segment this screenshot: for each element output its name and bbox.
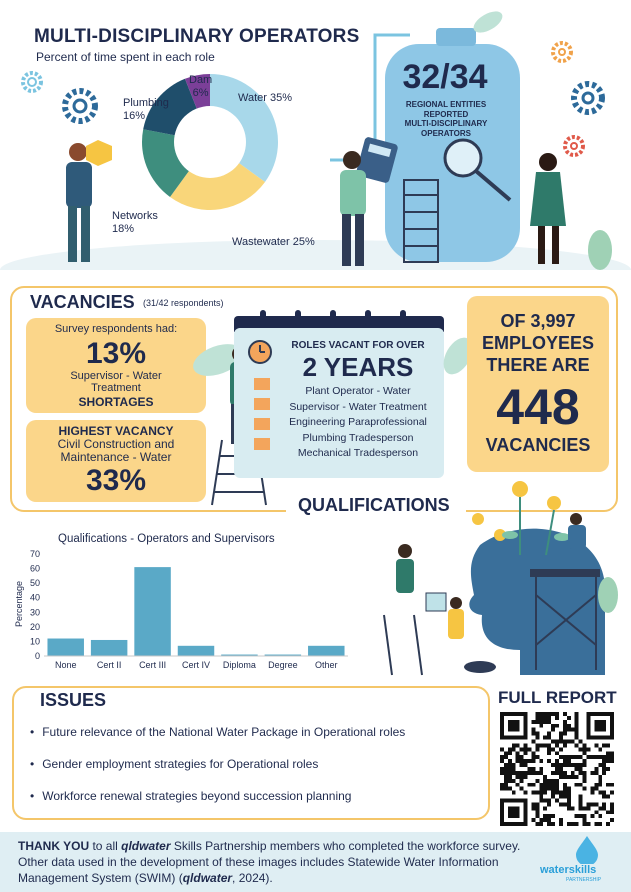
chart-x-tick-label: None	[54, 660, 77, 670]
vacant-role-item: Plant Operator - Water	[305, 385, 411, 397]
chart-bar-cert-iv	[178, 646, 214, 656]
vacant-role-item: Supervisor - Water Treatment	[289, 400, 427, 413]
leaf-decoration	[588, 230, 612, 270]
shortage-role	[26, 370, 206, 394]
highest-vacancy-role-line: Civil Construction and	[57, 437, 175, 451]
shortage-label: SHORTAGES	[78, 395, 154, 409]
highest-vacancy-header: HIGHEST VACANCY	[58, 424, 174, 438]
page-subtitle: Percent of time spent in each role	[36, 50, 215, 64]
chart-x-tick-label: Cert III	[139, 660, 167, 670]
chart-x-tick-label: Diploma	[222, 660, 256, 670]
chart-bar-none	[47, 639, 83, 656]
lightbulb-icon	[547, 496, 561, 510]
page-title: MULTI-DISCIPLINARY OPERATORS	[34, 26, 360, 47]
chart-bar-cert-iii	[134, 567, 170, 656]
vacant-role-item: Mechanical Tradesperson	[297, 447, 419, 459]
tank-caption-line: REGIONAL ENTITIES	[405, 100, 487, 109]
issue-item: • Workforce renewal strategies beyond succession planning	[30, 780, 480, 812]
footer-brand: qldwater	[182, 871, 233, 885]
total-vacancies-box	[467, 296, 609, 472]
shortage-box	[26, 318, 206, 413]
donut-label-dam	[189, 74, 212, 100]
footer-line	[18, 870, 548, 886]
donut-label-plumbing-pct: 16%	[123, 110, 146, 122]
issues-list	[30, 716, 480, 812]
chart-title: Qualifications - Operators and Supervisors	[58, 533, 275, 545]
footer-brand: qldwater	[121, 839, 171, 853]
vacancies-title: VACANCIES	[30, 292, 135, 312]
highest-vacancy-percent: 33%	[85, 464, 147, 497]
chart-x-tick-label: Cert II	[96, 660, 122, 670]
gear-icon	[553, 43, 571, 61]
chart-y-tick-label: 60	[29, 563, 40, 574]
donut-label-wastewater: Wastewater 25%	[232, 236, 315, 248]
chart-y-tick-label: 30	[29, 607, 40, 618]
footer-text-span: , 2024).	[232, 871, 273, 885]
total-vacancies-line: EMPLOYEES	[481, 333, 595, 353]
shortage-role-line: Treatment	[91, 382, 141, 394]
chart-y-tick-label: 50	[29, 578, 40, 589]
person-illustration	[66, 140, 112, 262]
highest-vacancy-role	[26, 438, 206, 464]
chart-y-tick-label: 40	[29, 592, 40, 603]
gear-icon	[565, 137, 583, 155]
highest-vacancy-role-line: Maintenance - Water	[60, 450, 172, 464]
donut-label-networks	[112, 210, 158, 236]
shortage-percent: 13%	[85, 337, 147, 370]
total-vacancies-line: THERE ARE	[486, 355, 590, 375]
shortage-header: Survey respondents had:	[54, 323, 178, 335]
chart-bar-other	[308, 646, 344, 656]
logo-subtext: PARTNERSHIP	[566, 877, 602, 883]
calendar-years: 2 YEARS	[302, 352, 414, 382]
footer-text-span: Management System (SWIM) (	[18, 871, 183, 885]
gear-icon	[65, 91, 95, 121]
full-report-title: FULL REPORT	[498, 688, 617, 707]
shortage-role-line: Supervisor - Water	[70, 370, 162, 382]
top-illustration	[0, 0, 631, 280]
tank-caption-line: MULTI-DISCIPLINARY	[404, 119, 488, 128]
tank-caption	[398, 100, 494, 138]
vacant-role-item: Plumbing Tradesperson	[302, 431, 414, 444]
lightbulb-icon	[472, 513, 484, 525]
highest-vacancy-box	[26, 420, 206, 502]
logo-text: waterskills	[540, 864, 597, 876]
donut-label-networks-name: Networks	[112, 210, 158, 222]
tank-caption-line: OPERATORS	[421, 128, 471, 138]
footer-thanks: THANK YOU	[18, 839, 90, 853]
chart-y-tick-label: 0	[34, 651, 40, 661]
donut-label-dam-pct: 6%	[192, 87, 209, 99]
chart-x-tick-label: Other	[315, 660, 338, 670]
water-drop-logo-icon	[572, 834, 602, 864]
donut-label-water: Water 35%	[238, 92, 293, 104]
chart-y-tick-label: 10	[29, 636, 40, 647]
footer-text-span: Skills Partnership members who completed the workforce survey.	[170, 839, 521, 853]
chart-y-axis-label: Percentage	[14, 580, 24, 628]
chart-x-tick-label: Degree	[268, 660, 298, 670]
donut-label-plumbing	[123, 97, 169, 123]
vacant-role-item: Engineering Paraprofessional	[289, 416, 427, 428]
qualifications-bar-chart	[8, 544, 353, 674]
total-vacancies-number: 448	[496, 379, 580, 435]
footer-text-span: to all	[89, 839, 122, 853]
donut-label-dam-name: Dam	[189, 74, 213, 86]
footer-line: Other data used in the development of these images includes Statewide Water Information	[18, 855, 499, 869]
chart-x-tick-label: Cert IV	[181, 660, 211, 670]
tank-stat: 32/34	[402, 58, 488, 96]
total-vacancies-label: VACANCIES	[485, 435, 591, 455]
donut-label-networks-pct: 18%	[112, 223, 135, 235]
chart-bar-cert-ii	[91, 640, 127, 656]
vacant-roles-list	[270, 384, 446, 462]
chart-y-tick-label: 20	[29, 621, 40, 632]
qr-code-icon[interactable]	[500, 712, 614, 826]
footer-line	[18, 838, 548, 854]
donut-label-plumbing-name: Plumbing	[123, 97, 169, 109]
vacancies-respondents: (31/42 respondents)	[143, 298, 224, 308]
issue-item: • Gender employment strategies for Operational roles	[30, 748, 480, 780]
gear-icon	[574, 84, 602, 112]
calendar-rings	[240, 310, 440, 330]
lightbulb-icon	[512, 481, 528, 497]
issue-item: • Future relevance of the National Water Package in Operational roles	[30, 716, 480, 748]
footer-text	[18, 838, 548, 886]
gear-icon	[23, 73, 41, 91]
issues-title: ISSUES	[40, 690, 107, 710]
tank-caption-line: REPORTED	[423, 109, 469, 119]
total-vacancies-line: OF 3,997	[500, 311, 576, 331]
calendar-title: ROLES VACANT FOR OVER	[291, 340, 425, 351]
qualifications-title: QUALIFICATIONS	[298, 495, 450, 515]
head-growth-illustration	[370, 475, 631, 685]
chart-y-tick-label: 70	[29, 549, 40, 559]
person-illustration	[530, 153, 566, 264]
